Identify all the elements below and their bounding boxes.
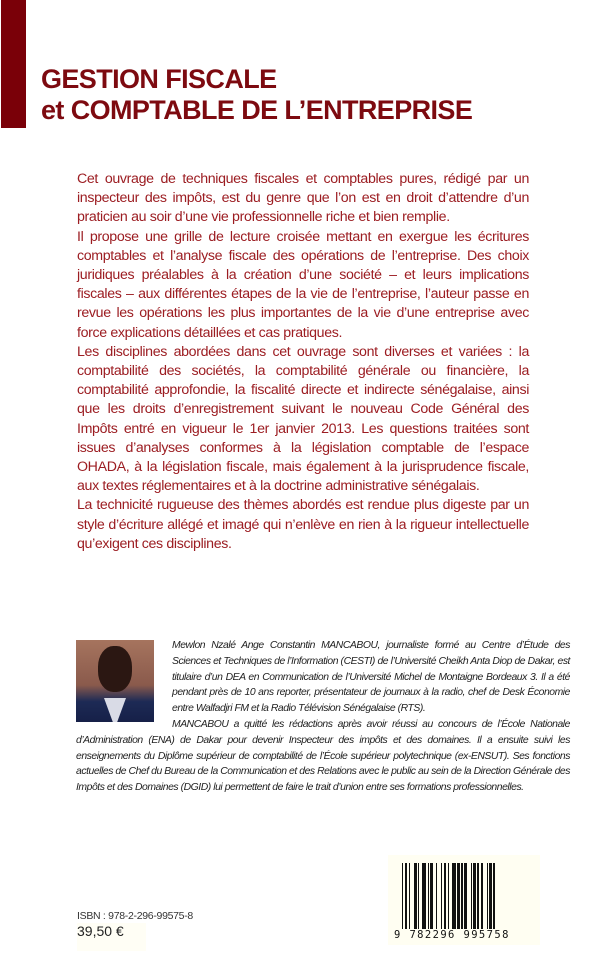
title-line-2: et COMPTABLE DE L’ENTREPRISE <box>41 95 473 125</box>
isbn: ISBN : 978-2-296-99575-8 <box>77 910 193 922</box>
author-photo <box>76 640 154 722</box>
title-line-1: GESTION FISCALE <box>41 64 277 94</box>
barcode <box>388 855 540 945</box>
summary-paragraph: Cet ouvrage de techniques fiscales et comptables pures, rédigé par un inspecteur des impôts, est du genre que l’on est en droit d’attendre d’un praticien au soir d’une vie professionnelle riche et bien remplie. <box>77 171 529 226</box>
barcode-bars <box>402 863 526 929</box>
bio-paragraph: MANCABOU a quitté les rédactions après avoir réussi au concours de l’École Nationale d’Administration (ENA) de Dakar pour devenir Inspecteur des impôts et des domaines. Il a ensuite suivi les enseignements du Diplôme supérieur de comptabilité de l’École supérieur polytechnique (ex-ENSUT). Ses fonctions actuelles de Chef du Bureau de la Communication et des Relations avec le public au sein de la Direction Générale des Impôts et des Domaines (DGID) lui permettent de faire le trait d’union entre ses formations professionnelles. <box>76 718 570 794</box>
price: 39,50 € <box>77 923 146 951</box>
barcode-number: 9 782296 995758 <box>394 929 510 941</box>
summary-paragraph: Il propose une grille de lecture croisée mettant en exergue les écritures comptables et l’analyse fiscale des opérations de l’entreprise. Des choix juridiques préalables à la création d’une société – et leurs implications fiscales – aux différentes étapes de la vie de l’entreprise, l’auteur passe en revue les opérations les plus importantes de la vie d’une entreprise avec force explications détaillées et cas pratiques. <box>77 228 529 341</box>
author-photo-head <box>98 646 132 692</box>
author-bio <box>76 638 570 796</box>
summary <box>77 170 529 554</box>
book-title <box>41 64 472 126</box>
bio-paragraph: Mewlon Nzalé Ange Constantin MANCABOU, journaliste formé au Centre d’Étude des Sciences et Techniques de l’Information (CESTI) de l’Université Cheikh Anta Diop de Dakar, est titulaire d’un DEA en Communication de l’Université Michel de Montaigne Bordeaux 3. Il a été pendant près de 10 ans reporter, présentateur de journaux à la radio, chef de Desk Économie entre Walfadjri FM et la Radio Télévision Sénégalaise (RTS). <box>172 640 570 715</box>
accent-bar <box>1 0 26 128</box>
author-photo-shirt <box>104 698 126 722</box>
summary-paragraph: Les disciplines abordées dans cet ouvrage sont diverses et variées : la comptabilité des sociétés, la comptabilité générale ou financière, la comptabilité approfondie, la fiscalité directe et indirecte sénégalaise, ainsi que les droits d’enregistrement suivant le nouveau Code Général des Impôts entré en vigueur le 1er janvier 2013. Les questions traitées sont issues d’analyses conformes à la législation comptable de l’espace OHADA, à la législation fiscale, mais également à la jurisprudence fiscale, aux textes réglementaires et à la doctrine administrative sénégalais. <box>77 343 529 495</box>
barcode-gap <box>495 863 496 929</box>
summary-paragraph: La technicité rugueuse des thèmes abordés est rendue plus digeste par un style d’écriture allégé et imagé qui n’enlève en rien à la rigueur intellectuelle qu’exigent ces disciplines. <box>77 497 529 552</box>
